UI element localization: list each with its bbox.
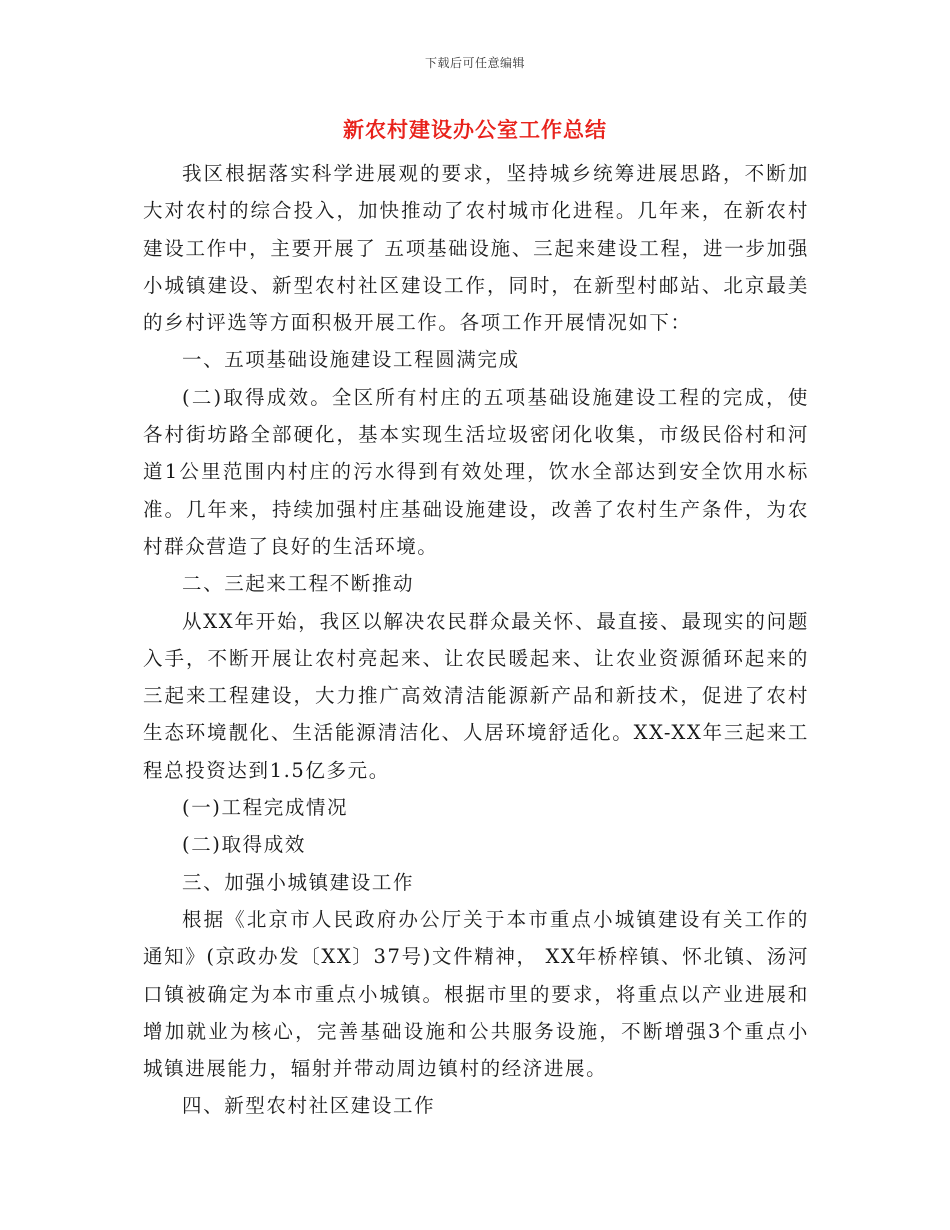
document-body <box>143 155 809 1125</box>
section-heading-3: 三、加强小城镇建设工作 <box>182 870 415 894</box>
section-heading-2: 二、三起来工程不断推动 <box>182 572 415 596</box>
paragraph-small-towns: 根据《北京市人民政府办公厅关于本市重点小城镇建设有关工作的通知》(京政办发〔XX〕37号)文件精神， XX年桥梓镇、怀北镇、汤河口镇被确定为本市重点小城镇。根据市里的要求，将重点以产业进展和增加就业为核心，完善基础设施和公共服务设施，不断增强3个重点小城镇进展能力，辐射并带动周边镇村的经济进展。 <box>143 907 809 1081</box>
document-title: 新农村建设办公室工作总结 <box>343 117 607 142</box>
paragraph-results-1: (二)取得成效。全区所有村庄的五项基础设施建设工程的完成，使各村街坊路全部硬化，基本实现生活垃圾密闭化收集，市级民俗村和河道1公里范围内村庄的污水得到有效处理，饮水全部达到安全饮用水标准。几年来，持续加强村庄基础设施建设，改善了农村生产条件，为农村群众营造了良好的生活环境。 <box>143 385 809 558</box>
subheading-results: (二)取得成效 <box>182 833 306 857</box>
section-heading-1: 一、五项基础设施建设工程圆满完成 <box>182 348 520 372</box>
page-header: 下载后可任意编辑 <box>424 56 525 70</box>
intro-paragraph: 我区根据落实科学进展观的要求，坚持城乡统筹进展思路，不断加大对农村的综合投入，加快推动了农村城市化进程。几年来，在新农村建设工作中，主要开展了 五项基础设施、三起来建设工程，进一步加强小城镇建设、新型农村社区建设工作，同时，在新型村邮站、北京最美的乡村评选等方面积极开展工作。各项工作开展情况如下： <box>143 162 809 335</box>
paragraph-three-projects: 从XX年开始，我区以解决农民群众最关怀、最直接、最现实的问题入手，不断开展让农村亮起来、让农民暖起来、让农业资源循环起来的三起来工程建设，大力推广高效清洁能源新产品和新技术，促进了农村生态环境靓化、生活能源清洁化、人居环境舒适化。XX-XX年三起来工程总投资达到1.5亿多元。 <box>143 609 809 782</box>
subheading-completion: (一)工程完成情况 <box>182 796 349 820</box>
section-heading-4: 四、新型农村社区建设工作 <box>182 1094 436 1118</box>
